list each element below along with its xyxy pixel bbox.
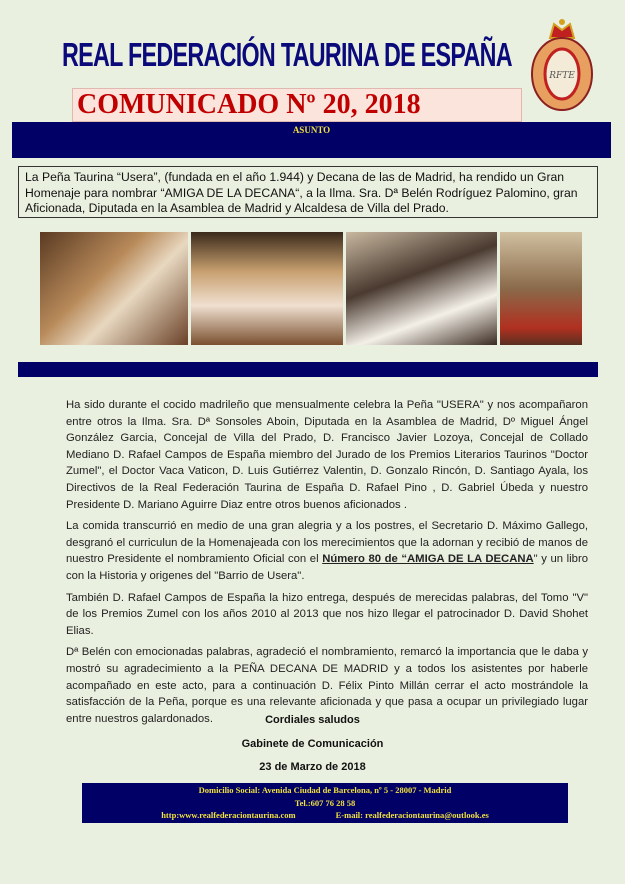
footer	[82, 783, 568, 823]
body-text	[66, 397, 588, 732]
closing-date: 23 de Marzo de 2018	[259, 761, 366, 773]
paragraph-text: " y un libro con la Historia y origenes del "Barrio de Usera".	[66, 553, 588, 582]
paragraph: Ha sido durante el cocido madrileño que mensualmente celebra la Peña "USERA" y nos acompañaron entre otros la Ilma. Sra. Dª Sonsoles Aboin, Diputada en la Asamblea de Madrid, Dº Miguel Ángel González Garcia, Concejal de Villa del Prado, D. Francisco Javier Lozoya, Concejal de Collado Mediano D. Rafael Campos de España miembro del Jurado de los Premios Literarios Taurinos "Doctor Zumel", el Doctor Vaca Vaticon, D. Luis Gutiérrez Valentin, D. Gonzalo Rincón, D. Santiago Ayala, los Directivos de la Real Federación Taurina de España D. Rafael Pino , D. Gabriel Úbeda y nuestro Presidente D. Mariano Aguirre Diaz entre otros buenos aficionados .	[66, 399, 588, 511]
svg-text:RFTE: RFTE	[549, 71, 575, 81]
communique-number: COMUNICADO Nº 20, 2018	[77, 89, 421, 120]
closing-signature: Gabinete de Comunicación	[241, 738, 384, 750]
footer-phone: Tel.:607 76 28 58	[294, 797, 356, 808]
closing-greeting: Cordiales saludos	[265, 714, 360, 726]
event-photo-2	[191, 232, 343, 345]
event-photo-1	[40, 232, 188, 345]
paragraph	[66, 518, 588, 584]
paragraph: Dª Belén con emocionadas palabras, agradeció el nombramiento, remarcó la importancia que le daba y mostró su agradecimiento a la PEÑA DECANA DE MADRID y a todos los asistentes por haberle acompañado en este acto, para a continuación D. Félix Pinto Millán cerrar el acto mostrándole la satisfacción de la Peña, porque es una relevante aficionada y que pasa a ocupar un privilegiado lugar entre nuestros galardonados.	[66, 646, 588, 725]
footer-website-link[interactable]: http:www.realfederaciontaurina.com	[161, 810, 296, 820]
federation-crest-logo	[530, 16, 594, 112]
summary-box: La Peña Taurina “Usera”, (fundada en el año 1.944) y Decana de las de Madrid, ha rendido un Gran Homenaje para nombrar “AMIGA DE LA DECANA“, a la Ilma. Sra. Dª Belén Rodríguez Palomino, gran Aficionada, Diputada en la Asamblea de Madrid y Alcaldesa de Villa del Prado.	[18, 166, 598, 218]
award-highlight: Número 80 de “AMIGA DE LA DECANA	[322, 553, 534, 566]
event-photo-4	[500, 232, 582, 345]
paragraph: También D. Rafael Campos de España la hizo entrega, después de merecidas palabras, del Tomo "V" de los Premios Zumel con los años 2010 al 2013 que nos hizo llegar el patrocinador D. David Shohet Elias.	[66, 591, 588, 637]
subject-band	[12, 122, 611, 158]
footer-address: Domicilio Social: Avenida Ciudad de Barcelona, nº 5 - 28007 - Madrid	[198, 785, 452, 795]
divider-band	[18, 362, 598, 377]
footer-email-link[interactable]: E-mail: realfederaciontaurina@outlook.es	[335, 810, 489, 820]
event-photo-3	[346, 232, 497, 345]
federation-title: REAL FEDERACIÓN TAURINA DE ESPAÑA	[62, 36, 512, 73]
paragraph-text: La comida transcurrió en medio de una gran alegria y a los postres, el Secretario D. Máximo Gallego, desgranó el curriculun de la Homenajeada con los merecimientos que la adornan y recibió de manos de nuestro Presidente el nombramiento Oficial con el	[66, 520, 588, 566]
subject-label: ASUNTO	[292, 125, 331, 135]
communique-number-box	[72, 88, 522, 122]
